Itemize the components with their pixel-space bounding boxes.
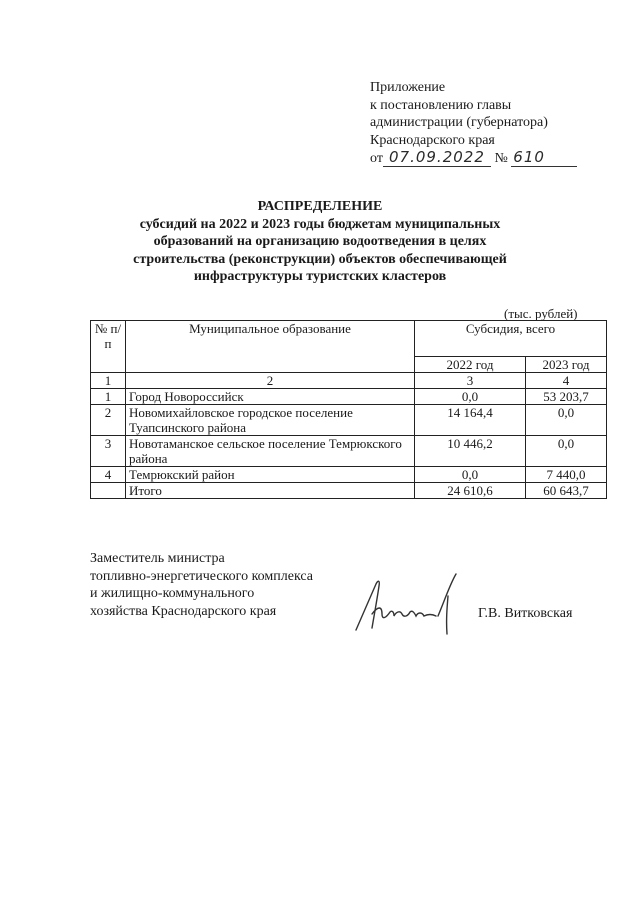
- header-num: № п/п: [91, 321, 126, 373]
- title-line: инфраструктуры туристских кластеров: [193, 269, 447, 284]
- total-value-2023: 60 643,7: [526, 483, 607, 499]
- row-num: 2: [91, 405, 126, 436]
- appendix-line: Приложение: [370, 80, 446, 95]
- appendix-line: администрации (губернатора): [370, 115, 548, 130]
- total-value-2022: 24 610,6: [415, 483, 526, 499]
- column-number: 4: [526, 373, 607, 389]
- signatory-name: Г.В. Витковская: [478, 606, 573, 621]
- table-column-numbers: [91, 373, 607, 389]
- row-name: Город Новороссийск: [126, 389, 415, 405]
- handwritten-signature: [352, 572, 464, 640]
- title-line: субсидий на 2022 и 2023 годы бюджетам муниципальных: [139, 216, 501, 232]
- order-number: 610: [511, 148, 577, 167]
- header-subsidy: Субсидия, всего: [415, 321, 607, 357]
- row-value-2023: 7 440,0: [526, 467, 607, 483]
- column-number: 1: [91, 373, 126, 389]
- order-line: [370, 148, 577, 167]
- table-row: [91, 389, 607, 405]
- column-number: 2: [126, 373, 415, 389]
- table-total-row: [91, 483, 607, 499]
- table-row: [91, 436, 607, 467]
- title-heading: РАСПРЕДЕЛЕНИЕ: [257, 199, 383, 214]
- title-line: образований на организацию водоотведения в целях: [153, 234, 487, 249]
- signatory-line: топливно-энергетического комплекса: [90, 568, 313, 584]
- order-no-label: №: [494, 151, 508, 166]
- appendix-header: [370, 79, 548, 149]
- row-value-2022: 10 446,2: [415, 436, 526, 467]
- row-value-2022: 0,0: [415, 467, 526, 483]
- header-2023: 2023 год: [526, 357, 607, 373]
- title-line: строительства (реконструкции) объектов обеспечивающей: [133, 251, 507, 267]
- row-name: Новотаманское сельское поселение Темрюкского района: [126, 436, 415, 467]
- signatory-title: [90, 550, 313, 620]
- order-prefix: от: [370, 151, 383, 166]
- header-name: Муниципальное образование: [126, 321, 415, 373]
- order-date: 07.09.2022: [383, 148, 491, 167]
- row-value-2023: 0,0: [526, 436, 607, 467]
- signatory-line: и жилищно-коммунального: [90, 586, 255, 601]
- row-num: 1: [91, 389, 126, 405]
- table-row: [91, 467, 607, 483]
- row-num: 4: [91, 467, 126, 483]
- appendix-line: Краснодарского края: [370, 132, 495, 148]
- row-value-2022: 0,0: [415, 389, 526, 405]
- table-row: [91, 405, 607, 436]
- table-header-row: [91, 321, 607, 357]
- row-value-2023: 0,0: [526, 405, 607, 436]
- total-num: [91, 483, 126, 499]
- signatory-line: хозяйства Краснодарского края: [90, 603, 277, 619]
- row-value-2023: 53 203,7: [526, 389, 607, 405]
- unit-label: (тыс. рублей): [504, 306, 578, 321]
- document-title: [60, 198, 580, 286]
- row-name: Новомихайловское городское поселение Туапсинского района: [126, 405, 415, 436]
- row-num: 3: [91, 436, 126, 467]
- row-name: Темрюкский район: [126, 467, 415, 483]
- row-value-2022: 14 164,4: [415, 405, 526, 436]
- appendix-line: к постановлению главы: [370, 97, 512, 113]
- column-number: 3: [415, 373, 526, 389]
- signatory-line: Заместитель министра: [90, 551, 225, 566]
- header-2022: 2022 год: [415, 357, 526, 373]
- subsidy-table: [90, 320, 607, 499]
- total-label: Итого: [126, 483, 415, 499]
